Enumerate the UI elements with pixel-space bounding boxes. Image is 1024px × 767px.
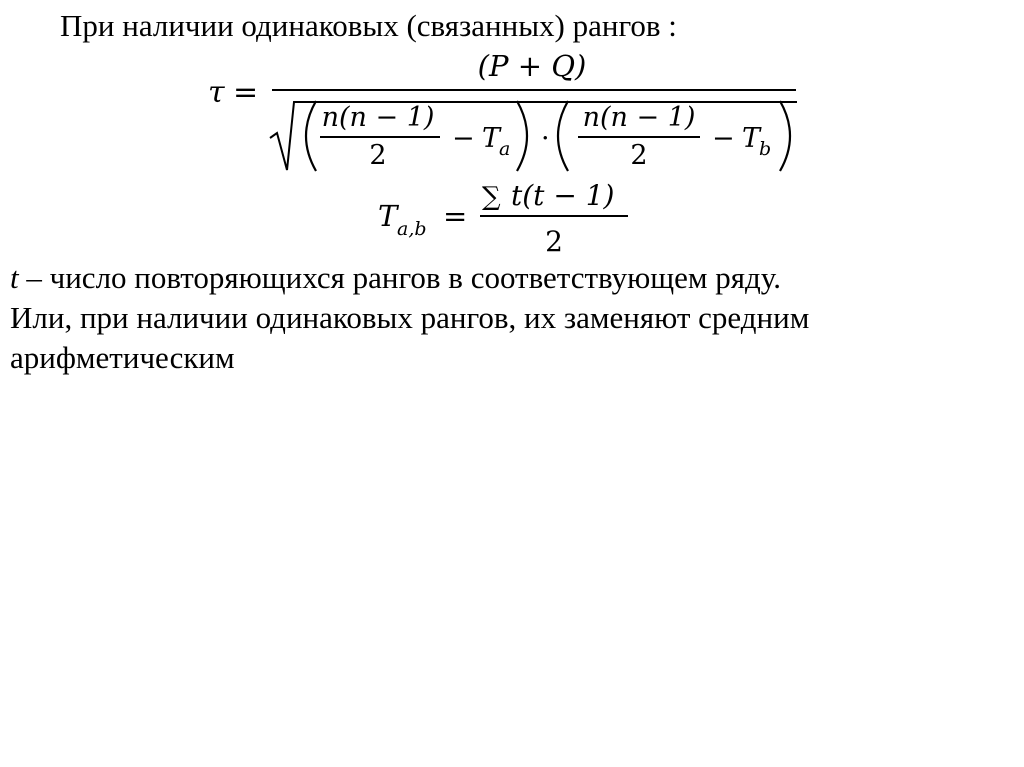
T-ab-sub: a,b xyxy=(397,218,427,240)
dot-operator: · xyxy=(541,123,550,154)
big-paren-left-1 xyxy=(306,101,316,171)
text-line-1 xyxy=(10,258,1010,298)
text-line-2: Или, при наличии одинаковых рангов, их заменяют средним xyxy=(10,300,810,335)
minus-2: − xyxy=(712,123,735,154)
T-b-sub: b xyxy=(759,138,772,160)
body-text xyxy=(10,258,1010,378)
formula-tau xyxy=(208,49,797,171)
tau-equals: = xyxy=(233,75,259,110)
T-numerator: t(t − 1) xyxy=(511,179,615,212)
T-a-sub: a xyxy=(499,138,511,160)
slide-heading: При наличии одинаковых (связанных) рангов : xyxy=(60,8,677,43)
inner-frac-den-2: 2 xyxy=(630,140,648,171)
big-paren-right-1 xyxy=(517,101,527,171)
minus-1: − xyxy=(452,123,475,154)
sum-symbol: ∑ xyxy=(482,182,501,212)
variable-t: t xyxy=(10,260,19,295)
big-paren-left-2 xyxy=(558,101,568,171)
text-line-1-rest: – число повторяющихся рангов в соответствующем ряду. xyxy=(18,260,781,295)
text-line-3: арифметическим xyxy=(10,340,235,375)
tau-numerator: (P + Q) xyxy=(477,49,587,83)
inner-frac-num-2: n(n − 1) xyxy=(582,102,696,133)
T-b: T xyxy=(742,123,761,154)
inner-frac-num-1: n(n − 1) xyxy=(321,102,435,133)
T-denominator: 2 xyxy=(545,225,563,258)
T-equals: = xyxy=(443,199,468,233)
formula-T xyxy=(378,179,628,258)
tau-symbol: τ xyxy=(208,75,225,110)
T-ab: T xyxy=(378,199,398,233)
T-a: T xyxy=(482,123,501,154)
inner-frac-den-1: 2 xyxy=(369,140,387,171)
big-paren-right-2 xyxy=(780,101,790,171)
